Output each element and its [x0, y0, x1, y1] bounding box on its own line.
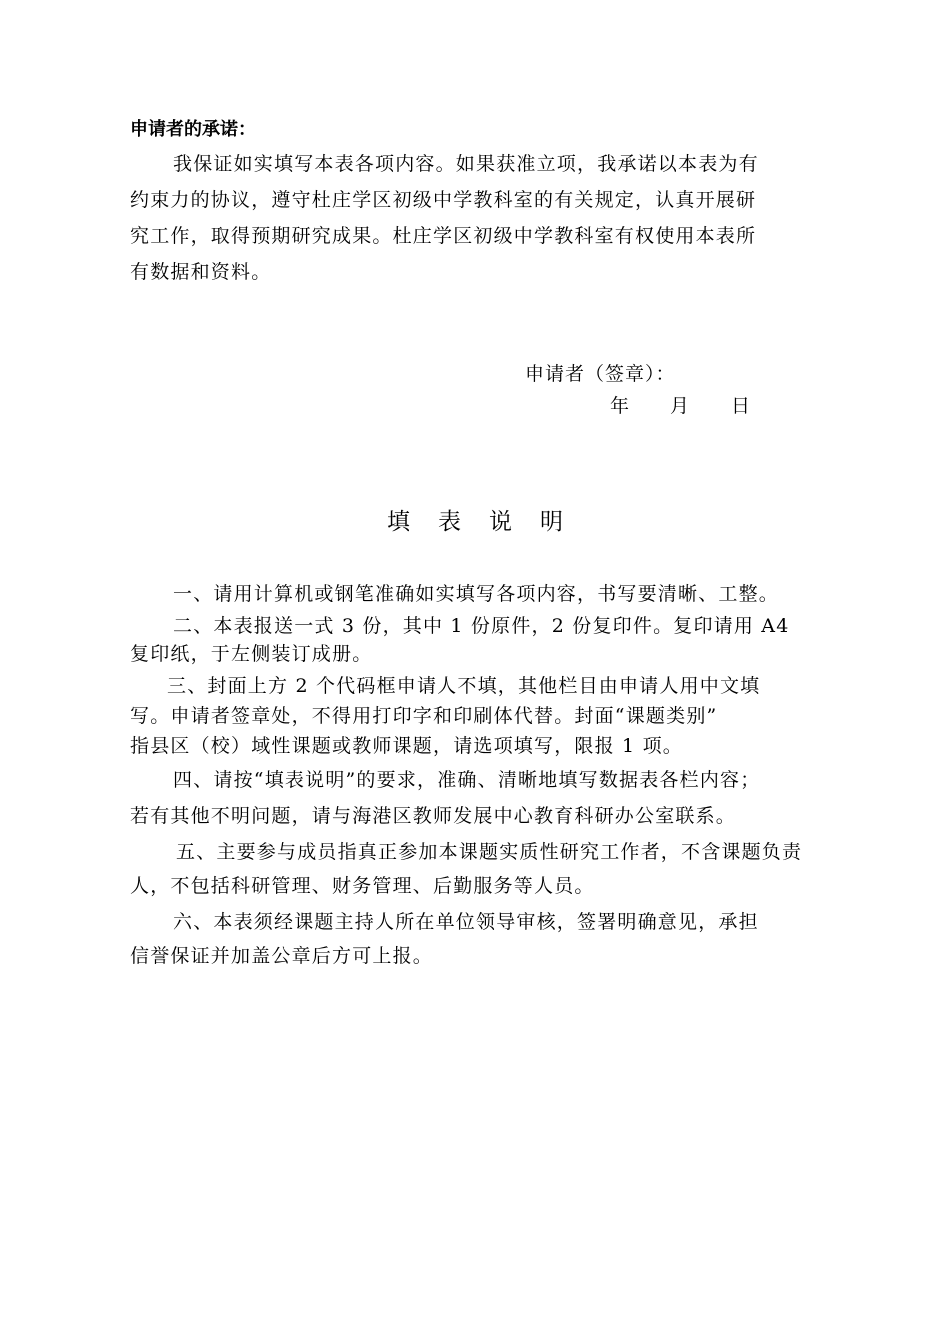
instruction-line-4: 三、封面上方 2 个代码框申请人不填，其他栏目由申请人用中文填 [167, 675, 761, 697]
promise-line-3: 究工作，取得预期研究成果。杜庄学区初级中学教科室有权使用本表所 [130, 225, 757, 247]
promise-line-1: 我保证如实填写本表各项内容。如果获准立项，我承诺以本表为有 [173, 153, 759, 175]
signature-label: 申请者（签章）： [525, 363, 676, 385]
date-year: 年 [610, 395, 630, 417]
instruction-line-5: 写。申请者签章处，不得用打印字和印刷体代替。封面“课题类别” [130, 705, 718, 727]
date-day: 日 [731, 395, 751, 417]
promise-heading: 申请者的承诺： [130, 119, 256, 140]
instruction-line-3: 复印纸，于左侧装订成册。 [130, 643, 373, 665]
promise-line-2: 约束力的协议，遵守杜庄学区初级中学教科室的有关规定，认真开展研 [130, 189, 757, 211]
instruction-line-10: 人，不包括科研管理、财务管理、后勤服务等人员。 [130, 875, 595, 897]
promise-line-4: 有数据和资料。 [130, 261, 272, 283]
instruction-line-2: 二、本表报送一式 3 份，其中 1 份原件，2 份复印件。复印请用 A4 [173, 615, 790, 637]
date-month: 月 [670, 395, 690, 417]
instruction-line-7: 四、请按“填表说明”的要求，准确、清晰地填写数据表各栏内容； [173, 769, 761, 791]
instruction-line-11: 六、本表须经课题主持人所在单位领导审核，签署明确意见，承担 [173, 911, 759, 933]
instructions-title: 填表说明 [387, 509, 591, 535]
instruction-line-1: 一、请用计算机或钢笔准确如实填写各项内容，书写要清晰、工整。 [173, 583, 780, 605]
instruction-line-6: 指县区（校）域性课题或教师课题，请选项填写，限报 1 项。 [130, 735, 683, 757]
instruction-line-12: 信誉保证并加盖公章后方可上报。 [130, 945, 434, 967]
instruction-line-9: 五、主要参与成员指真正参加本课题实质性研究工作者，不含课题负责 [176, 841, 803, 863]
instruction-line-8: 若有其他不明问题，请与海港区教师发展中心教育科研办公室联系。 [130, 805, 737, 827]
